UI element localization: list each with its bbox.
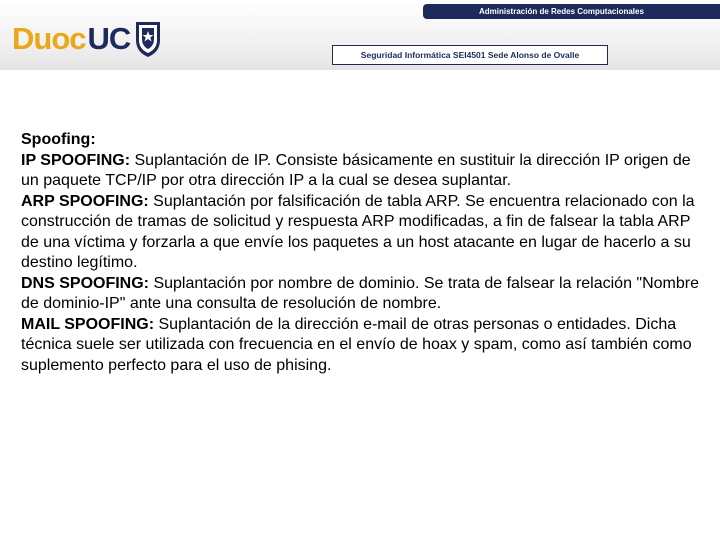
dns-spoofing-text: Suplantación por nombre de dominio. Se trata de falsear la relación "Nombre de dominio-IP" ante una consulta de resolución de nombre. — [21, 274, 699, 312]
mail-spoofing-paragraph — [21, 315, 705, 377]
course-title: Seguridad Informática SEI4501 Sede Alonso de Ovalle — [360, 50, 580, 60]
ip-spoofing-paragraph — [21, 151, 705, 192]
ip-spoofing-term: IP SPOOFING: — [21, 151, 131, 169]
university-seal-icon — [133, 20, 163, 58]
top-banner — [423, 4, 720, 19]
duoc-uc-logo — [12, 16, 163, 62]
dns-spoofing-term: DNS SPOOFING: — [21, 274, 150, 292]
slide-header — [0, 0, 720, 70]
logo-duoc-text: Duoc — [12, 21, 86, 56]
slide-body — [21, 130, 705, 376]
top-banner-text: Administración de Redes Computacionales — [479, 7, 644, 16]
dns-spoofing-paragraph — [21, 274, 705, 315]
ip-spoofing-text: Suplantación de IP. Consiste básicamente en sustituir la dirección IP origen de un paquete TCP/IP por otra dirección IP a la cual se desea suplantar. — [21, 151, 691, 189]
mail-spoofing-text: Suplantación de la dirección e-mail de otras personas o entidades. Dicha técnica suele ser utilizada con frecuencia en el envío de hoax y spam, como así también como suplemento perfecto para el uso de phising. — [21, 315, 692, 374]
arp-spoofing-paragraph — [21, 192, 705, 274]
course-title-box — [332, 45, 608, 65]
slide-heading: Spoofing: — [21, 131, 96, 148]
mail-spoofing-term: MAIL SPOOFING: — [21, 315, 155, 333]
arp-spoofing-text: Suplantación por falsificación de tabla ARP. Se encuentra relacionado con la construcción de tramas de solicitud y respuesta ARP modificadas, a fin de falsear la tabla ARP de una víctima y forzarla a que envíe los paquetes a un host atacante en lugar de hacerlo a su destino legítimo. — [21, 192, 695, 271]
logo-uc-text: UC — [87, 21, 131, 56]
arp-spoofing-term: ARP SPOOFING: — [21, 192, 149, 210]
